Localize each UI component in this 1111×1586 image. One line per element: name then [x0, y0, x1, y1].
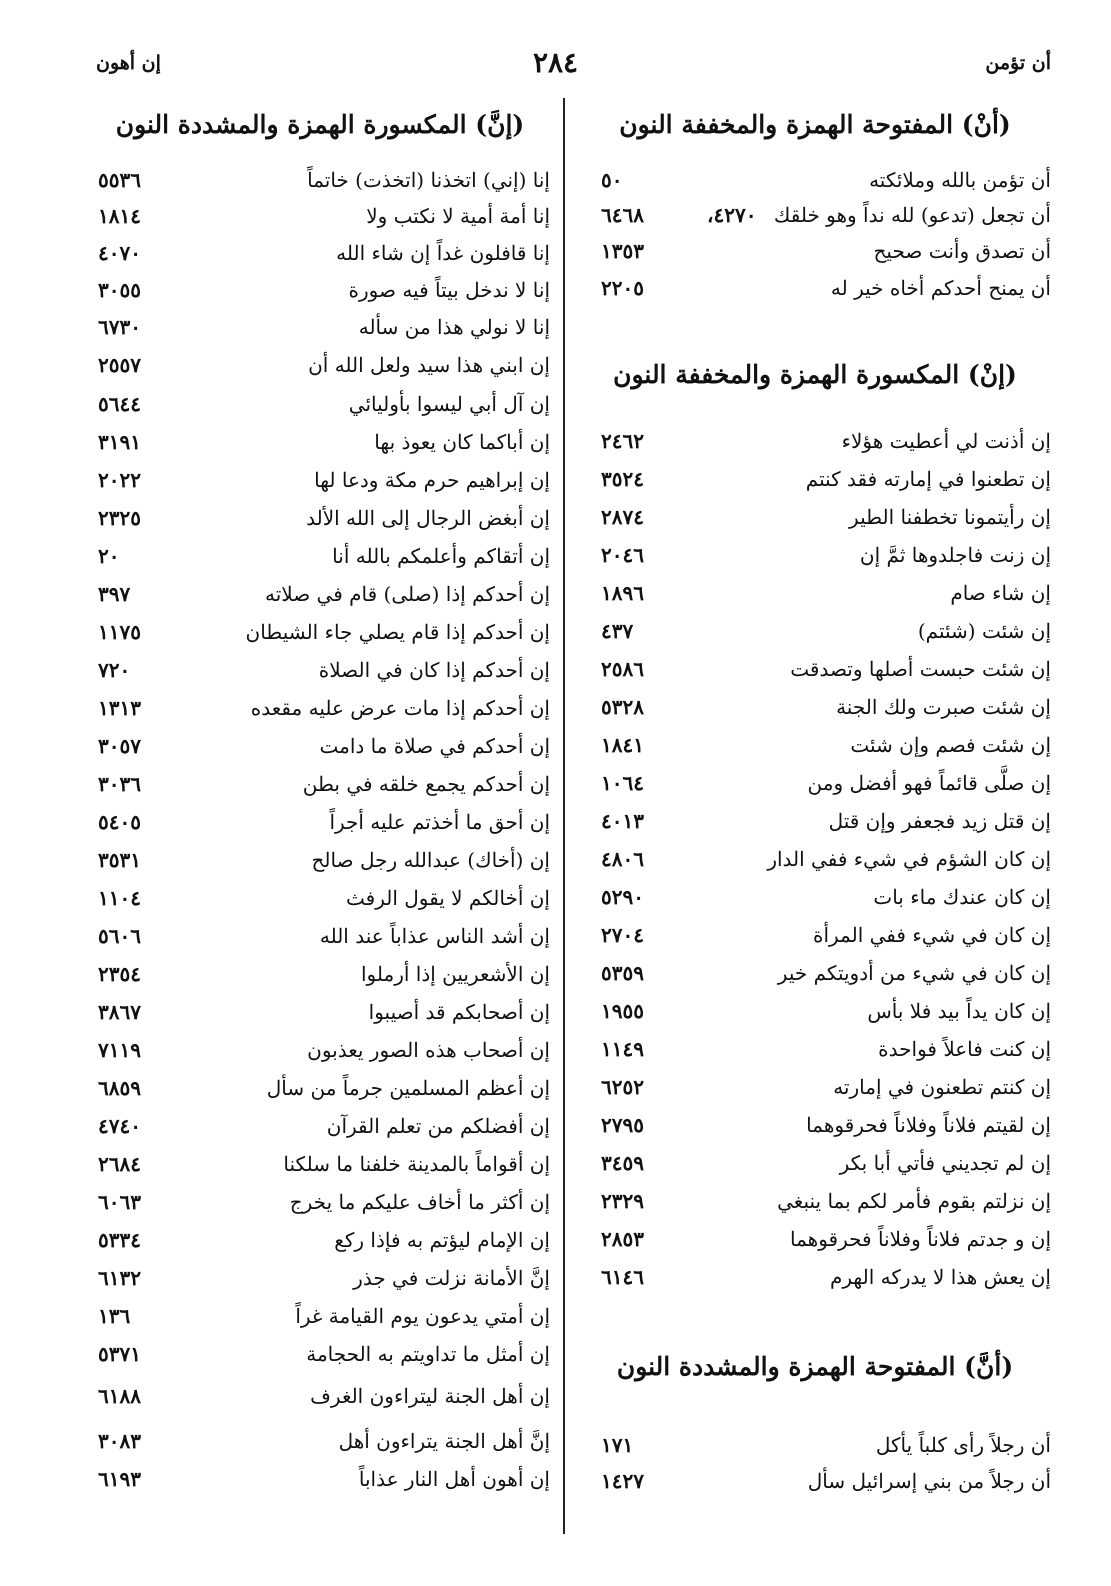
entry-text: إن أشد الناس عذاباً عند الله [319, 924, 550, 948]
entry-number: ١٣٦ [98, 1304, 131, 1328]
index-entry [90, 163, 550, 197]
index-entry [90, 236, 550, 270]
index-entry [579, 500, 1051, 534]
index-entry [90, 1185, 550, 1219]
entry-text: إن ابني هذا سيد ولعل الله أن [308, 353, 550, 377]
index-entry [90, 1424, 550, 1458]
index-entry [579, 1070, 1051, 1104]
index-entry [90, 425, 550, 459]
entry-number: ٢٠٢٢ [98, 468, 141, 492]
entry-text: إن أصحابكم قد أصيبوا [368, 1000, 550, 1024]
entry-number: ٢٨٧٤ [601, 505, 644, 529]
entry-text: أن تصدق وأنت صحيح [873, 239, 1051, 263]
index-entry [90, 919, 550, 953]
entry-number: ٦٧٣٠ [98, 315, 141, 339]
index-entry [579, 462, 1051, 496]
entry-number: ١٨١٤ [98, 204, 141, 228]
entry-text: إن أقواماً بالمدينة خلفنا ما سلكنا [283, 1152, 550, 1176]
entry-number: ٦١٨٨ [98, 1384, 141, 1408]
entry-text: إن أحدكم إذا قام يصلي جاء الشيطان [245, 620, 550, 644]
entry-text: إنا (إني) اتخذنا (اتخذت) خاتماً [307, 168, 550, 192]
entry-number: ٢٧٩٥ [601, 1113, 644, 1137]
entry-text: إن إبراهيم حرم مكة ودعا لها [314, 468, 550, 492]
index-entry [90, 653, 550, 687]
index-entry [579, 956, 1051, 990]
entry-text: إن قتل زيد فجعفر وإن قتل [828, 809, 1051, 833]
index-entry [90, 1337, 550, 1371]
entry-number: ١٧١ [601, 1433, 634, 1457]
entry-text: إن شئت فصم وإن شئت [850, 733, 1051, 757]
index-entry [90, 577, 550, 611]
entry-number: ٢٦٨٤ [98, 1152, 141, 1176]
entry-text: إن لم تجديني فأتي أبا بكر [839, 1151, 1051, 1175]
section-heading-kasra-light: (إنْ) المكسورة الهمزة والمخففة النون [613, 360, 1017, 389]
entry-text: إن كان الشؤم في شيء ففي الدار [767, 847, 1051, 871]
entry-number: ١٣١٣ [98, 696, 141, 720]
entry-number: ٥٠ [601, 168, 623, 192]
entry-number: ٥٦٠٦ [98, 924, 141, 948]
entry-number: ١٣٥٣ [601, 239, 644, 263]
entry-text: إن أحق ما أخذتم عليه أجراً [329, 810, 550, 834]
page-number: ٢٨٤ [532, 46, 579, 79]
entry-text: إن الأشعريين إذا أرملوا [360, 962, 550, 986]
index-entry [579, 1260, 1051, 1294]
section-heading-fatha-stressed: (أنَّ) المفتوحة الهمزة والمشددة النون [616, 1352, 1014, 1381]
header-last-entry: إن أهون [96, 52, 161, 74]
entry-number: ٧١١٩ [98, 1038, 141, 1062]
entry-number: ١١٤٩ [601, 1037, 644, 1061]
index-entry [579, 614, 1051, 648]
left-column [90, 100, 550, 1540]
entry-number: ١٤٢٧ [601, 1469, 644, 1493]
entry-text: إن أتقاكم وأعلمكم بالله أنا [332, 544, 550, 568]
entry-text: إنَّ أهل الجنة يتراءون أهل [338, 1429, 550, 1453]
entry-text: إن كان في شيء من أدويتكم خير [777, 961, 1051, 985]
index-entry [579, 198, 1051, 232]
entry-text: إن أحدكم في صلاة ما دامت [319, 734, 550, 758]
entry-text: إن شاء صام [950, 581, 1051, 605]
entry-number: ٦٨٥٩ [98, 1076, 141, 1100]
index-entry [579, 804, 1051, 838]
index-entry [90, 1462, 550, 1496]
entry-text: إن أعظم المسلمين جرماً من سأل [266, 1076, 550, 1100]
entry-number: ٣٥٢٤ [601, 467, 644, 491]
entry-number: ٥٢٩٠ [601, 885, 644, 909]
index-entry [90, 767, 550, 801]
entry-number: ٣٠٥٧ [98, 734, 141, 758]
entry-text: إنا لا نولي هذا من سأله [358, 315, 550, 339]
entry-text: إن شئت حبست أصلها وتصدقت [790, 657, 1051, 681]
entry-text: إن شئت (شئتم) [917, 619, 1051, 643]
entry-number: ٥٣٥٩ [601, 961, 644, 985]
entry-text: أن تجعل (تدعو) لله نداً وهو خلقك [773, 203, 1051, 227]
entry-number: ٢٥٥٧ [98, 353, 141, 377]
index-entry [90, 348, 550, 382]
index-entry [579, 652, 1051, 686]
index-entry [579, 1222, 1051, 1256]
entry-text: إن أمثل ما تداويتم به الحجامة [306, 1342, 550, 1366]
entry-number: ٥٣٧١ [98, 1342, 141, 1366]
entry-number: ٦١٩٣ [98, 1467, 141, 1491]
entry-text: إن الإمام ليؤتم به فإذا ركع [334, 1228, 550, 1252]
index-entry [90, 805, 550, 839]
index-entry [90, 199, 550, 233]
index-entry [579, 538, 1051, 572]
entry-text: إنَّ الأمانة نزلت في جذر [353, 1266, 550, 1290]
entry-number: ١١٠٤ [98, 886, 141, 910]
entry-text: إن يعش هذا لا يدركه الهرم [829, 1265, 1051, 1289]
index-entry [90, 501, 550, 535]
index-entry [579, 1108, 1051, 1142]
entry-number: ٢٣٢٥ [98, 506, 141, 530]
entry-text: إن كنت فاعلاً فواحدة [878, 1037, 1051, 1061]
entry-number: ١٨٤١ [601, 733, 644, 757]
index-entry [579, 576, 1051, 610]
entry-text: إن أذنت لي أعطيت هؤلاء [841, 429, 1051, 453]
entry-number: ٣٥٣١ [98, 848, 141, 872]
entry-text: إن أبغض الرجال إلى الله الألد [306, 506, 550, 530]
entry-number: ٢٧٠٤ [601, 923, 644, 947]
entry-text: إن أحدكم إذا مات عرض عليه مقعده [250, 696, 550, 720]
entry-text: إن أفضلكم من تعلم القرآن [326, 1114, 550, 1138]
index-entry [90, 729, 550, 763]
entry-text: أن رجلاً من بني إسرائيل سأل [807, 1469, 1051, 1493]
index-entry [579, 766, 1051, 800]
section-heading-kasra-stressed: (إنَّ) المكسورة الهمزة والمشددة النون [115, 110, 525, 139]
entry-number: ٢٣٥٤ [98, 962, 141, 986]
entry-number: ٢٠٤٦ [601, 543, 644, 567]
entry-number: ٥٥٣٦ [98, 168, 141, 192]
index-entry [90, 1223, 550, 1257]
index-entry [90, 1071, 550, 1105]
entry-number: ٢٠ [98, 544, 120, 568]
entry-number: ٦١٣٢ [98, 1266, 141, 1290]
entry-number: ٧٢٠ [98, 658, 131, 682]
index-entry [90, 273, 550, 307]
index-entry [579, 842, 1051, 876]
index-entry [90, 995, 550, 1029]
entry-text: أن يمنح أحدكم أخاه خير له [830, 276, 1051, 300]
entry-number: ٦٢٥٢ [601, 1075, 644, 1099]
entry-text: إن و جدتم فلاناً وفلاناً فحرقوهما [790, 1227, 1051, 1251]
entry-text: أن رجلاً رأى كلباً يأكل [875, 1433, 1051, 1457]
index-entry [579, 1184, 1051, 1218]
entry-number: ٥٤٠٥ [98, 810, 141, 834]
entry-number: ٤٠٧٠ [98, 241, 141, 265]
section-heading-fatha-light: (أنْ) المفتوحة الهمزة والمخففة النون [619, 110, 1011, 139]
entry-text: إن أهون أهل النار عذاباً [358, 1467, 550, 1491]
entry-text: إن لقيتم فلاناً وفلاناً فحرقوهما [806, 1113, 1051, 1137]
entry-number: ٤٧٤٠ [98, 1114, 141, 1138]
entry-text: إن نزلتم بقوم فأمر لكم بما ينبغي [777, 1189, 1051, 1213]
index-entry [90, 881, 550, 915]
entry-number: ٤٠١٣ [601, 809, 644, 833]
entry-number: ٥٣٢٨ [601, 695, 644, 719]
column-divider [563, 98, 565, 1534]
entry-text: إن صلَّى قائماً فهو أفضل ومن [807, 771, 1051, 795]
entry-text: إن أمتي يدعون يوم القيامة غراً [295, 1304, 550, 1328]
index-entry [579, 880, 1051, 914]
entry-number: ٢٢٠٥ [601, 276, 644, 300]
index-entry [90, 1109, 550, 1143]
entry-number: ٢٤٦٢ [601, 429, 644, 453]
entry-number: ٣٠٨٣ [98, 1429, 141, 1453]
index-entry [90, 691, 550, 725]
index-entry [90, 615, 550, 649]
entry-text: إن أباكما كان يعوذ بها [374, 430, 550, 454]
entry-text: إنا لا ندخل بيتاً فيه صورة [348, 278, 550, 302]
index-entry [579, 1032, 1051, 1066]
entry-text: إن أكثر ما أخاف عليكم ما يخرج [289, 1190, 550, 1214]
index-entry [90, 1147, 550, 1181]
index-entry [579, 918, 1051, 952]
entry-number: ١٩٥٥ [601, 999, 644, 1023]
right-column [579, 100, 1051, 1540]
entry-number: ٣٠٥٥ [98, 278, 141, 302]
entry-number: ٥٦٤٤ [98, 392, 141, 416]
running-head [60, 46, 1051, 86]
entry-number: ٣١٩١ [98, 430, 141, 454]
entry-text: إنا أمة أمية لا نكتب ولا [366, 204, 550, 228]
index-entry [579, 271, 1051, 305]
entry-number: ٤٣٧ [601, 619, 634, 643]
entry-text: إن (أخاك) عبدالله رجل صالح [311, 848, 550, 872]
entry-text: إن أخالكم لا يقول الرفث [346, 886, 550, 910]
entry-text: إن كان عندك ماء بات [873, 885, 1051, 909]
index-entry [579, 728, 1051, 762]
index-entry [579, 994, 1051, 1028]
entry-text: إن أحدكم إذا كان في الصلاة [318, 658, 550, 682]
index-entry [90, 310, 550, 344]
index-entry [90, 1033, 550, 1067]
entry-text: أن تؤمن بالله وملائكته [869, 168, 1051, 192]
entry-text: إن أهل الجنة ليتراءون الغرف [310, 1384, 550, 1408]
entry-text: إن أصحاب هذه الصور يعذبون [307, 1038, 550, 1062]
header-first-entry: أن تؤمن [985, 52, 1051, 74]
entry-number: ٦١٤٦ [601, 1265, 644, 1289]
index-entry [579, 163, 1051, 197]
entry-text: إنا قافلون غداً إن شاء الله [336, 241, 550, 265]
entry-number-secondary: ٤٢٧٠، [707, 203, 757, 227]
index-entry [90, 463, 550, 497]
entry-number: ٦٠٦٣ [98, 1190, 141, 1214]
entry-text: إن كنتم تطعنون في إمارته [833, 1075, 1051, 1099]
entry-text: إن كان يداً بيد فلا بأس [867, 999, 1051, 1023]
entry-number: ١١٧٥ [98, 620, 141, 644]
index-entry [90, 1379, 550, 1413]
entry-text: إن أحدكم يجمع خلقه في بطن [302, 772, 550, 796]
entry-number: ٣٩٧ [98, 582, 131, 606]
index-entry [579, 1464, 1051, 1498]
index-entry [90, 387, 550, 421]
index-entry [579, 234, 1051, 268]
entry-number: ٣٤٥٩ [601, 1151, 644, 1175]
index-entry [90, 957, 550, 991]
entry-text: إن رأيتمونا تخطفنا الطير [849, 505, 1051, 529]
entry-number: ١٠٦٤ [601, 771, 644, 795]
entry-text: إن تطعنوا في إمارته فقد كنتم [805, 467, 1051, 491]
entry-text: إن شئت صبرت ولك الجنة [836, 695, 1051, 719]
entry-text: إن زنت فاجلدوها ثمَّ إن [859, 543, 1051, 567]
entry-number: ١٨٩٦ [601, 581, 644, 605]
index-entry [579, 424, 1051, 458]
entry-number: ٣٠٣٦ [98, 772, 141, 796]
entry-text: إن آل أبي ليسوا بأوليائي [348, 392, 550, 416]
entry-number: ٣٨٦٧ [98, 1000, 141, 1024]
index-entry [90, 539, 550, 573]
entry-text: إن أحدكم إذا (صلى) قام في صلاته [264, 582, 550, 606]
index-entry [579, 690, 1051, 724]
entry-text: إن كان في شيء ففي المرأة [812, 923, 1051, 947]
index-entry [579, 1428, 1051, 1462]
entry-number: ٢٨٥٣ [601, 1227, 644, 1251]
entry-number: ٤٨٠٦ [601, 847, 644, 871]
entry-number: ٢٥٨٦ [601, 657, 644, 681]
index-entry [90, 1261, 550, 1295]
entry-number: ٢٣٢٩ [601, 1189, 644, 1213]
index-entry [90, 1299, 550, 1333]
index-entry [579, 1146, 1051, 1180]
index-entry [90, 843, 550, 877]
entry-number: ٦٤٦٨ [601, 203, 644, 227]
entry-number: ٥٣٣٤ [98, 1228, 141, 1252]
